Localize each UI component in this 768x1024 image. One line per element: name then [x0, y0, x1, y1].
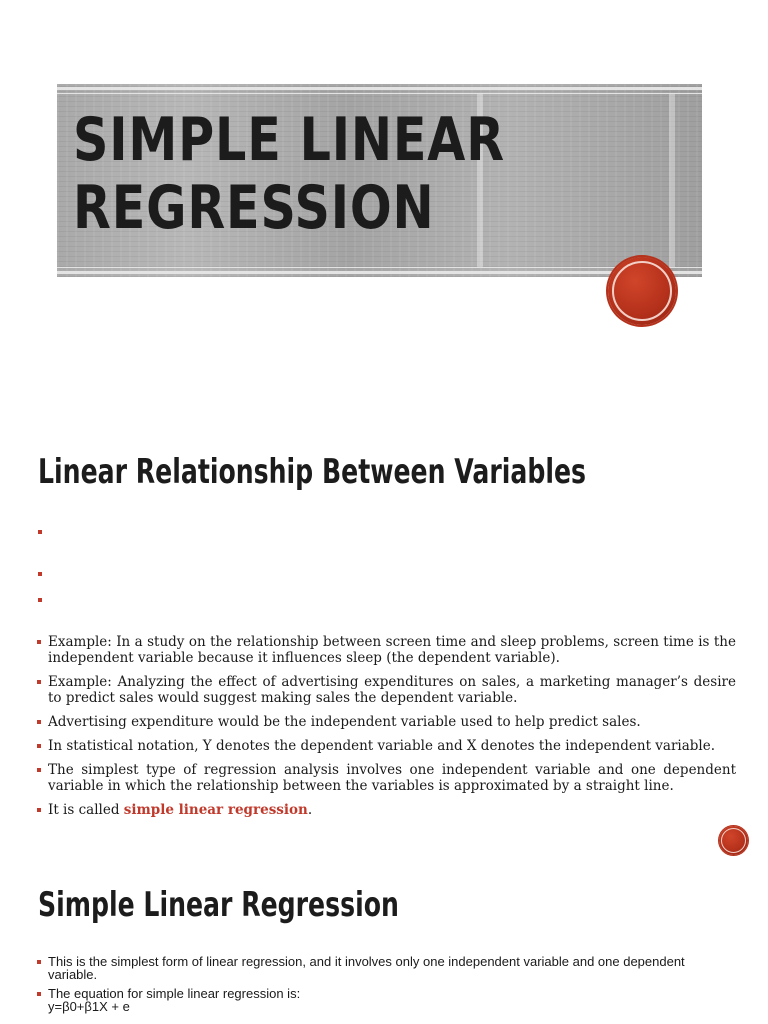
empty-bullet [38, 530, 42, 534]
list-item [36, 762, 736, 794]
banner-rule [57, 267, 702, 268]
bullet-text: Example: Analyzing the effect of advertising expenditures on sales, a marketing manager’s desire to predict sales would suggest making sales the dependent variable. [48, 674, 736, 706]
list-item [36, 714, 736, 730]
list-item [36, 802, 736, 818]
bullet-text: In statistical notation, Y denotes the dependent variable and X denotes the independent variable. [48, 738, 716, 754]
bullet-text: This is the simplest form of linear regression, and it involves only one independent variable and one dependent variable. [48, 954, 685, 982]
bullet-text: The simplest type of regression analysis involves one independent variable and one dependent variable in which the relationship between the variables is approximated by a straight line. [48, 762, 736, 794]
bullet-icon [37, 720, 41, 724]
bullet-icon [37, 992, 41, 996]
title-banner [57, 84, 702, 277]
bullet-icon [37, 640, 41, 644]
regression-equation: y=β0+β1X + e [48, 999, 130, 1014]
bullet-text: The equation for simple linear regression is: [48, 986, 301, 1001]
bullet-list [36, 955, 736, 1019]
bullet-icon [37, 680, 41, 684]
empty-bullet [38, 572, 42, 576]
list-item [36, 674, 736, 706]
empty-bullet [38, 598, 42, 602]
highlighted-term: simple linear regression [123, 802, 308, 818]
list-item [36, 955, 736, 981]
bullet-text: Advertising expenditure would be the independent variable used to help predict sales. [48, 714, 641, 730]
list-item [36, 987, 736, 1013]
bullet-icon [37, 768, 41, 772]
decorative-circle-icon [719, 826, 748, 855]
bullet-icon [37, 744, 41, 748]
bullet-text: Example: In a study on the relationship between screen time and sleep problems, screen time is the independent variable because it influences sleep (the dependent variable). [48, 634, 736, 666]
list-item [36, 738, 736, 754]
bullet-text: It is called [48, 802, 124, 818]
banner-rule [57, 271, 702, 274]
list-item [36, 634, 736, 666]
banner-rule [57, 93, 702, 94]
slide-title: SIMPLE LINEAR REGRESSION [73, 105, 505, 243]
banner-rule [57, 87, 702, 90]
bullet-icon [37, 960, 41, 964]
section-heading-simple-linear-regression: Simple Linear Regression [38, 885, 399, 925]
bullet-text: . [307, 802, 313, 818]
bullet-icon [37, 808, 41, 812]
banner-stripe [669, 94, 675, 267]
bullet-list [36, 634, 736, 826]
section-heading-linear-relationship: Linear Relationship Between Variables [38, 452, 587, 492]
decorative-circle-icon [608, 257, 676, 325]
